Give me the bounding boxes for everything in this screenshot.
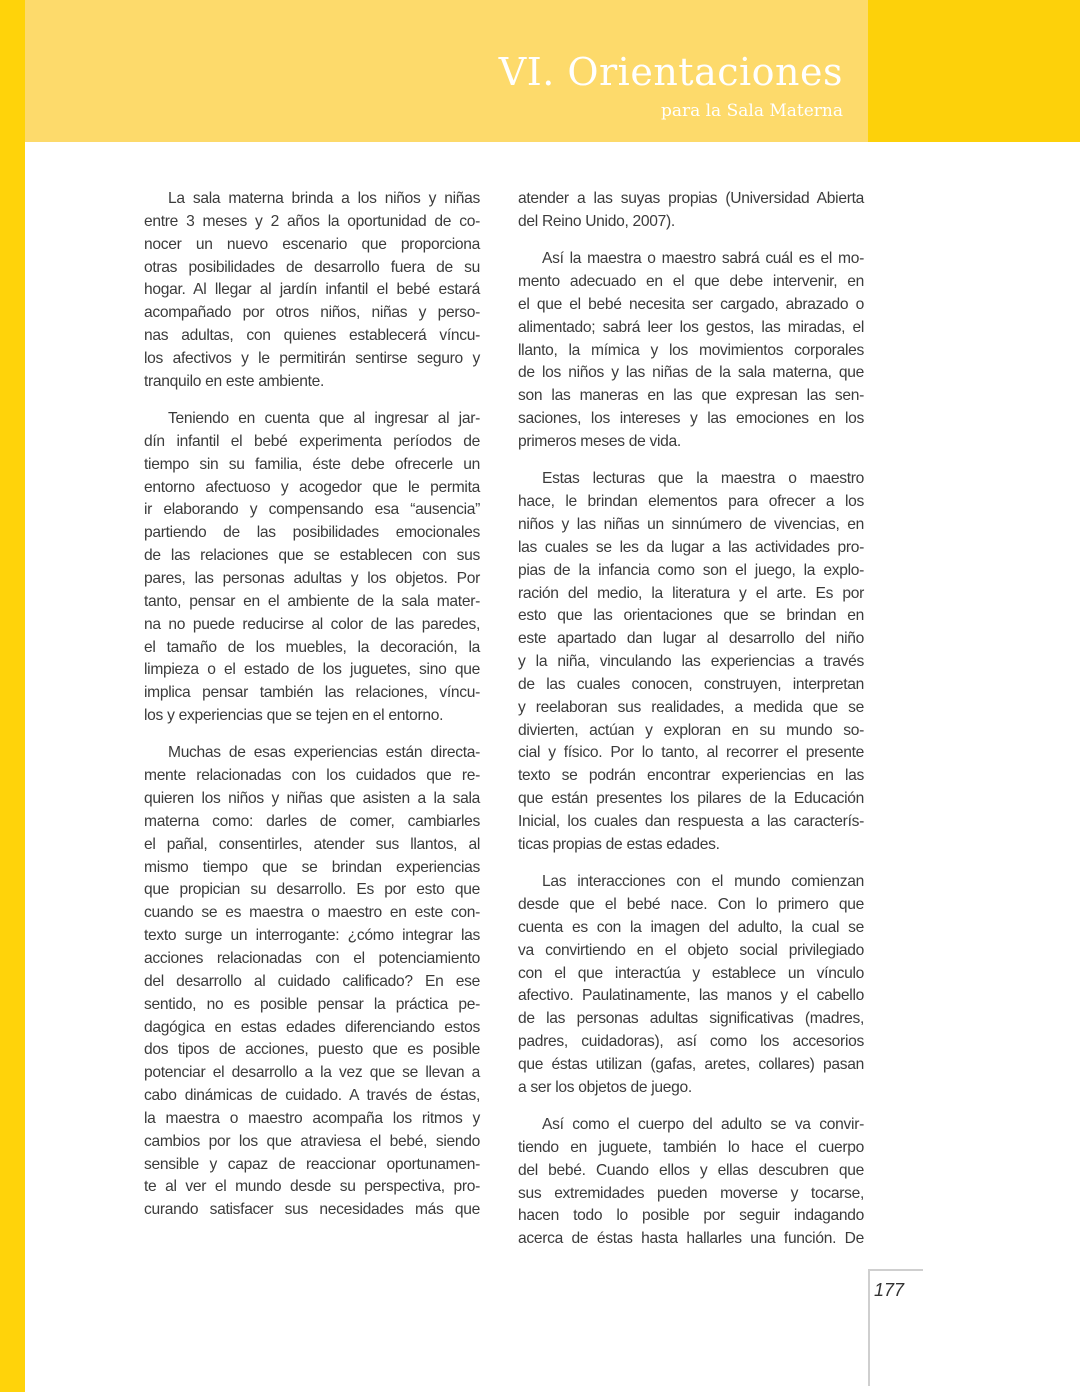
text-line: La sala materna brinda a los niños y niñas	[168, 190, 480, 207]
text-line: Las interacciones con el mundo comienzan	[542, 873, 864, 891]
text-line: ración del medio, la literatura y el arte. Es por	[518, 584, 864, 602]
text-line: tanto, pensar en el ambiente de la sala mater-	[144, 592, 480, 610]
text-line: con el que interactúa y establece un vínculo	[518, 964, 864, 982]
text-line: primeros meses de vida.	[518, 432, 681, 450]
text-line: llanto, la mímica y los movimientos corporales	[518, 341, 864, 359]
text-line: tiempo sin su familia, éste debe ofrecerle un	[144, 455, 480, 473]
text-line: Teniendo en cuenta que al ingresar al jar-	[168, 410, 480, 428]
text-line: dos tipos de acciones, puesto que es posible	[144, 1041, 480, 1059]
text-line: sus extremidades pueden moverse y tocarse,	[518, 1184, 864, 1202]
text-line: las cuales se les da lugar a las actividades pro-	[518, 538, 864, 556]
text-line: padres, cuidadoras), así como los accesorios	[518, 1033, 864, 1051]
text-line: desde que el bebé nace. Con lo primero que	[518, 895, 864, 913]
chapter-subtitle: para la Sala Materna	[660, 101, 843, 121]
text-line: de los niños y las niñas de la sala materna, que	[518, 364, 864, 382]
text-line: Así como el cuerpo del adulto se va convir-	[542, 1116, 864, 1134]
text-line: hace, le brindan elementos para ofrecer a los	[518, 493, 864, 511]
text-line: de las relaciones que se establecen con sus	[144, 547, 480, 565]
text-line: de las cuales conocen, construyen, interpretan	[518, 675, 864, 693]
text-line: na no puede reducirse al color de las paredes,	[144, 615, 480, 633]
chapter-title: VI. Orientaciones	[498, 50, 843, 94]
text-line: el pañal, consentirles, atender sus llantos, al	[144, 835, 480, 853]
text-line: curando satisfacer sus necesidades más que	[144, 1201, 480, 1219]
text-line: saciones, los intereses y las emociones en los	[518, 410, 864, 428]
paragraph	[144, 742, 480, 1222]
text-line: cial y físico. Por lo tanto, al recorrer el presente	[518, 744, 864, 762]
text-line: a ser los objetos de juego.	[518, 1078, 692, 1096]
paragraph	[518, 188, 864, 234]
text-line: niños y las niñas un sinnúmero de vivencias, en	[518, 515, 864, 533]
text-line: nas adultas, con quienes establecerá víncu-	[144, 327, 480, 345]
paragraph	[144, 188, 480, 394]
text-line: los y experiencias que se tejen en el entorno.	[144, 707, 444, 725]
text-line: sensible y capaz de reaccionar oportunamen-	[144, 1155, 480, 1173]
text-line: entorno afectuoso y acogedor que le permita	[144, 478, 480, 496]
text-column-right	[518, 188, 864, 1266]
text-line: afectivo. Paulatinamente, las manos y el cabello	[518, 987, 864, 1005]
text-line: va convirtiendo en el objeto social privilegiado	[518, 941, 864, 959]
text-line: acompañado por otros niños, niñas y perso-	[144, 304, 480, 322]
text-line: el que el bebé necesita ser cargado, abrazado o	[518, 295, 864, 313]
text-line: mento adecuado en el que debe intervenir, en	[518, 273, 864, 291]
text-line: ticas propias de estas edades.	[518, 835, 720, 853]
text-line: mente relacionadas con los cuidados que re-	[144, 767, 480, 785]
text-line: del Reino Unido, 2007).	[518, 212, 675, 230]
text-line: cambios por los que atraviesa el bebé, siendo	[144, 1132, 480, 1150]
text-line: partiendo de las posibilidades emocionales	[144, 524, 480, 542]
text-line: mismo tiempo que se brindan experiencias	[144, 858, 480, 876]
text-line: y la niña, vinculando las experiencias a través	[518, 653, 864, 671]
text-line: que éstas utilizan (gafas, aretes, collares) pasan	[518, 1055, 864, 1073]
text-line: Así la maestra o maestro sabrá cuál es el mo-	[542, 250, 864, 268]
text-line: dagógica en estas edades diferenciando estos	[144, 1018, 480, 1036]
text-line: pares, las personas adultas y los objetos. Por	[144, 570, 480, 587]
text-line: materna como: darles de comer, cambiarles	[144, 812, 480, 830]
paragraph	[518, 468, 864, 856]
text-line: el tamaño de los muebles, la decoración, la	[144, 638, 480, 656]
text-line: potenciar el desarrollo a la vez que se llevan a	[144, 1064, 480, 1082]
text-line: son las maneras en las que expresan las sen-	[518, 387, 864, 405]
paragraph	[144, 408, 480, 728]
text-line: hogar. Al llegar al jardín infantil el bebé estará	[144, 281, 480, 299]
text-column-left	[144, 188, 480, 1237]
text-line: Inicial, los cuales dan respuesta a las caracterís-	[518, 812, 864, 830]
left-color-strip	[0, 0, 25, 1392]
text-line: cabo dinámicas de cuidado. A través de éstas,	[144, 1087, 480, 1105]
text-line: atender a las suyas propias (Universidad Abierta	[518, 190, 864, 207]
paragraph	[518, 871, 864, 1099]
text-line: de las personas adultas significativas (madres,	[518, 1010, 864, 1028]
text-line: este apartado dan lugar al desarrollo del niño	[518, 630, 864, 648]
text-line: te al ver el mundo desde su perspectiva, pro-	[144, 1178, 480, 1196]
text-line: los afectivos y le permitirán sentirse seguro y	[144, 349, 480, 367]
text-line: Muchas de esas experiencias están directa-	[168, 744, 480, 762]
text-line: cuenta es con la imagen del adulto, la cual se	[518, 918, 864, 936]
text-line: alimentado; sabrá leer los gestos, las miradas, el	[518, 318, 864, 336]
text-line: divierten, actúan y exploran en su mundo so-	[518, 721, 864, 739]
text-line: implica pensar también las relaciones, víncu-	[144, 684, 480, 702]
text-line: Estas lecturas que la maestra o maestro	[542, 470, 864, 488]
page-number-rule-vertical	[868, 1270, 870, 1386]
text-line: que propician su desarrollo. Es por esto que	[144, 881, 480, 899]
text-line: que están presentes los pilares de la Educación	[518, 790, 864, 808]
text-line: pias de la infancia como son el juego, la explo-	[518, 561, 864, 579]
text-line: limpieza o el estado de los juguetes, sino que	[144, 661, 480, 679]
text-line: cuando se es maestra o maestro en este con-	[144, 904, 480, 922]
header-accent-block	[868, 0, 1080, 142]
text-line: otras posibilidades de desarrollo fuera de su	[144, 258, 480, 276]
text-line: dín infantil el bebé experimenta períodos de	[144, 432, 480, 450]
paragraph	[518, 248, 864, 454]
text-line: hacen todo lo posible por seguir indagando	[518, 1207, 864, 1225]
paragraph	[518, 1114, 864, 1251]
text-line: sentido, no es posible pensar la práctica pe-	[144, 995, 480, 1013]
text-line: acerca de éstas hasta hallarles una función. De	[518, 1230, 864, 1248]
page-number-rule-horizontal	[868, 1269, 923, 1271]
text-line: quieren los niños y niñas que asisten a la sala	[144, 790, 480, 808]
page-number: 177	[874, 1280, 905, 1300]
text-line: esto que las orientaciones que se brindan en	[518, 607, 864, 625]
text-line: texto se podrán encontrar experiencias en las	[518, 767, 864, 785]
text-line: del bebé. Cuando ellos y ellas descubren que	[518, 1161, 864, 1179]
text-line: texto surge un interrogante: ¿cómo integrar las	[144, 927, 480, 945]
text-line: ir elaborando y compensando esa “ausencia”	[144, 501, 480, 519]
text-line: tiendo en juguete, también lo hace el cuerpo	[518, 1138, 864, 1156]
text-line: acciones relacionadas con el potenciamiento	[144, 950, 480, 967]
text-line: tranquilo en este ambiente.	[144, 372, 325, 390]
text-line: entre 3 meses y 2 años la oportunidad de co-	[144, 212, 480, 230]
text-line: y reelaboran sus realidades, a medida que se	[518, 698, 864, 716]
text-line: la maestra o maestro acompaña los ritmos y	[144, 1109, 480, 1127]
text-line: nocer un nuevo escenario que proporciona	[144, 235, 480, 253]
text-line: del desarrollo al cuidado calificado? En ese	[144, 972, 480, 990]
